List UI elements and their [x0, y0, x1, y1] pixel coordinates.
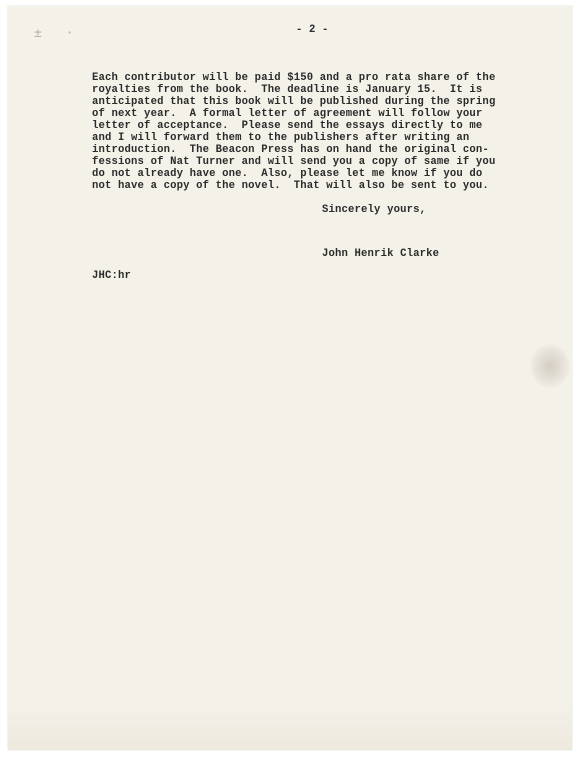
body-line: anticipated that this book will be published during the spring [92, 96, 496, 108]
paper-stain [530, 344, 570, 388]
body-line: introduction. The Beacon Press has on hand the original con- [92, 144, 489, 156]
body-line: royalties from the book. The deadline is January 15. It is [92, 84, 483, 96]
body-line: Each contributor will be paid $150 and a pro rata share of the [92, 72, 496, 84]
body-line: letter of acceptance. Please send the essays directly to me [92, 120, 483, 132]
body-line: not have a copy of the novel. That will also be sent to you. [92, 180, 489, 192]
signature-name: John Henrik Clarke [322, 248, 440, 260]
body-line: fessions of Nat Turner and will send you a copy of same if you [92, 156, 496, 168]
reference-initials: JHC:hr [92, 270, 132, 282]
body-line: do not already have one. Also, please let me know if you do [92, 168, 483, 180]
letter-body [92, 72, 542, 192]
body-line: and I will forward them to the publishers after writing an [92, 132, 470, 144]
corner-pencil-mark: ± · [34, 26, 82, 41]
letter-page [8, 6, 572, 750]
page-number: - 2 - [296, 24, 329, 36]
closing-salutation: Sincerely yours, [322, 204, 427, 216]
body-line: of next year. A formal letter of agreement will follow your [92, 108, 483, 120]
